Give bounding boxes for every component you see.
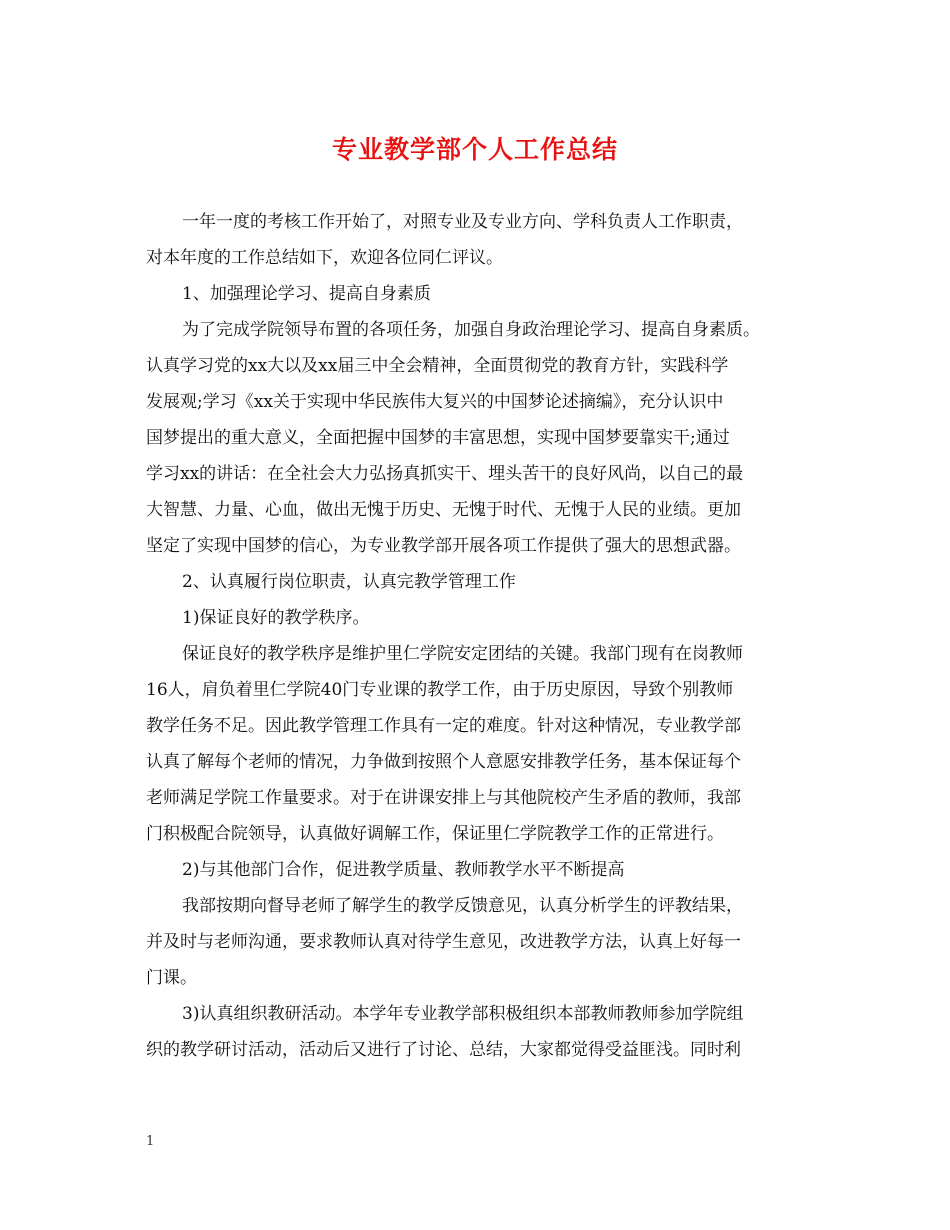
document-title: 专业教学部个人工作总结 — [331, 135, 618, 164]
text-line: 大智慧、力量、心血，做出无愧于历史、无愧于时代、无愧于人民的业绩。更加 — [146, 500, 741, 520]
section-heading: 1、加强理论学习、提高自身素质 — [182, 284, 431, 304]
text-line: 教学任务不足。因此教学管理工作具有一定的难度。针对这种情况，专业教学部 — [146, 716, 741, 736]
text-line: 门课。 — [146, 968, 197, 988]
subsection-heading: 1)保证良好的教学秩序。 — [182, 608, 370, 628]
text-line: 门积极配合院领导，认真做好调解工作，保证里仁学院教学工作的正常进行。 — [146, 824, 724, 844]
text-line: 16人，肩负着里仁学院40门专业课的教学工作，由于历史原因，导致个别教师 — [146, 680, 734, 700]
section-heading: 2、认真履行岗位职责，认真完教学管理工作 — [182, 572, 516, 592]
text-line: 坚定了实现中国梦的信心，为专业教学部开展各项工作提供了强大的思想武器。 — [146, 536, 741, 556]
text-line: 认真学习党的xx大以及xx届三中全会精神，全面贯彻党的教育方针，实践科学 — [146, 356, 729, 376]
text-line: 3)认真组织教研活动。本学年专业教学部积极组织本部教师教师参加学院组 — [182, 1004, 744, 1024]
page-number: 1 — [146, 1134, 155, 1149]
text-line: 国梦提出的重大意义，全面把握中国梦的丰富思想，实现中国梦要靠实干;通过 — [146, 428, 730, 448]
text-line: 为了完成学院领导布置的各项任务，加强自身政治理论学习、提高自身素质。 — [182, 320, 760, 340]
text-line: 并及时与老师沟通，要求教师认真对待学生意见，改进教学方法，认真上好每一 — [146, 932, 741, 952]
text-line: 老师满足学院工作量要求。对于在讲课安排上与其他院校产生矛盾的教师，我部 — [146, 788, 741, 808]
text-line: 织的教学研讨活动，活动后又进行了讨论、总结，大家都觉得受益匪浅。同时利 — [146, 1040, 741, 1060]
text-line: 对本年度的工作总结如下，欢迎各位同仁评议。 — [146, 248, 503, 268]
subsection-heading: 2)与其他部门合作，促进教学质量、教师教学水平不断提高 — [182, 860, 625, 880]
text-line: 保证良好的教学秩序是维护里仁学院安定团结的关键。我部门现有在岗教师 — [182, 644, 743, 664]
text-line: 发展观;学习《xx关于实现中华民族伟大复兴的中国梦论述摘编》，充分认识中 — [146, 392, 724, 412]
text-line: 学习xx的讲话：在全社会大力弘扬真抓实干、埋头苦干的良好风尚，以自己的最 — [146, 464, 744, 484]
text-line: 我部按期向督导老师了解学生的教学反馈意见，认真分析学生的评教结果， — [182, 896, 743, 916]
text-line: 认真了解每个老师的情况，力争做到按照个人意愿安排教学任务，基本保证每个 — [146, 752, 741, 772]
text-line: 一年一度的考核工作开始了，对照专业及专业方向、学科负责人工作职责， — [182, 212, 743, 232]
